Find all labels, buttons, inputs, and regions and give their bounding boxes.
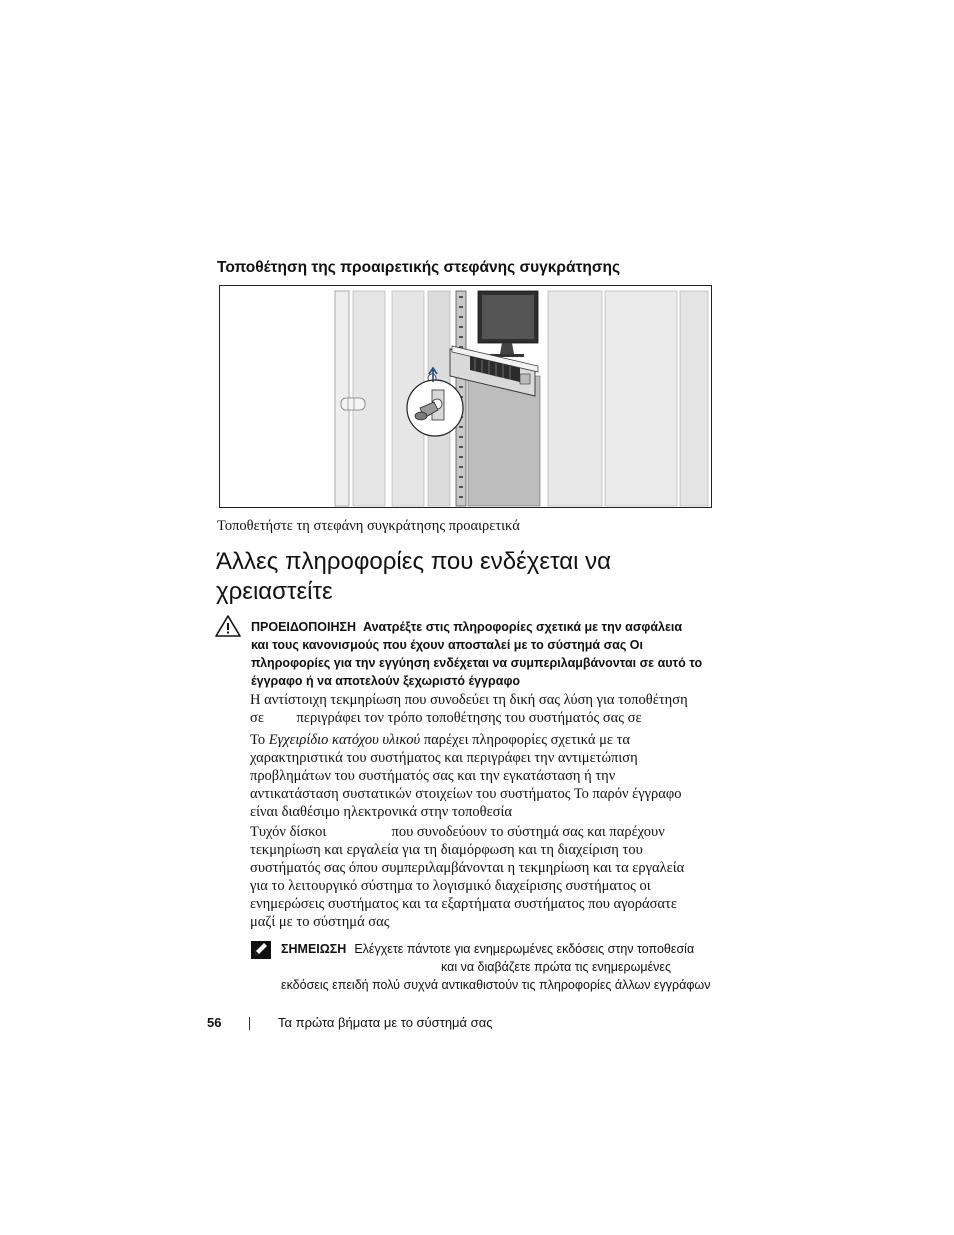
owners-manual-title: Εγχειρίδιο κατόχου υλικού: [268, 732, 421, 748]
rack-bezel-drawing: [220, 286, 711, 507]
paragraph-line: μαζί με το σύστημά σας: [250, 914, 390, 930]
warning-line-1-text: Ανατρέξτε στις πληροφορίες σχετικά με την ασφάλεια: [363, 620, 683, 634]
paragraph-line: χαρακτηριστικά του συστήματος και περιγράφει την αντιμετώπιση: [250, 750, 638, 766]
paragraph-owners-manual: [250, 731, 720, 821]
paragraph-line: αντικατάσταση συστατικών στοιχείων του συστήματος Το παρόν έγγραφο: [250, 786, 682, 802]
note-line-1: [281, 940, 731, 958]
warning-block: [251, 618, 721, 690]
bezel-installation-illustration: [219, 285, 712, 508]
paragraph-line: είναι διαθέσιμο ηλεκτρονικά στην τοποθεσία: [250, 804, 512, 820]
warning-label: ΠΡΟΕΙΔΟΠΟΙΗΣΗ: [251, 620, 357, 634]
footer-separator: [249, 1017, 250, 1030]
figure-caption: Τοποθετήστε τη στεφάνη συγκράτησης προαιρετικά: [217, 518, 520, 534]
paragraph-line: συστήματός σας όπου συμπεριλαμβάνονται η τεκμηρίωση και τα εργαλεία: [250, 860, 685, 876]
paragraph-rack-docs: [250, 691, 720, 727]
paragraph-media: [250, 823, 720, 931]
section-title: [216, 547, 736, 607]
paragraph-line: προβλημάτων του συστήματός σας και την εγκατάσταση ή την: [250, 768, 616, 784]
note-label: ΣΗΜΕΙΩΣΗ: [281, 942, 347, 956]
paragraph-line: [250, 731, 720, 749]
warning-line-2: και τους κανονισμούς που έχουν αποσταλεί με το σύστημά σας Οι: [251, 638, 643, 652]
page-number: 56: [207, 1015, 222, 1030]
section-title-line-2: χρειαστείτε: [216, 578, 333, 605]
warning-line-4: έγγραφο ή να αποτελούν ξεχωριστό έγγραφο: [251, 674, 521, 688]
note-line-2: και να διαβάζετε πρώτα τις ενημερωμένες: [441, 960, 671, 974]
note-block: [281, 940, 731, 994]
section-title-line-1: Άλλες πληροφορίες που ενδέχεται να: [216, 548, 611, 575]
paragraph-line: τεκμηρίωση και εργαλεία για τη διαμόρφωση και τη διαχείριση του: [250, 842, 643, 858]
note-pencil-icon: [250, 940, 272, 965]
warning-line-3: πληροφορίες για την εγγύηση ενδέχεται να συμπεριλαμβάνονται σε αυτό το: [251, 656, 703, 670]
paragraph-line: Τυχόν δίσκοι που συνοδεύουν το σύστημά σας και παρέχουν: [250, 824, 665, 840]
warning-icon: [214, 614, 242, 643]
paragraph-line: σε περιγράφει τον τρόπο τοποθέτησης του συστήματός σας σε: [250, 710, 642, 726]
paragraph-line: Η αντίστοιχη τεκμηρίωση που συνοδεύει τη δική σας λύση για τοποθέτηση: [250, 692, 688, 708]
warning-line-1: [251, 618, 721, 636]
note-line-3: εκδόσεις επειδή πολύ συχνά αντικαθιστούν τις πληροφορίες άλλων εγγράφων: [281, 978, 711, 992]
paragraph-line: για το λειτουργικό σύστημα το λογισμικό διαχείρισης συστήματος οι: [250, 878, 651, 894]
p2-prefix: Το: [250, 732, 269, 748]
note-line-1-text: Ελέγχετε πάντοτε για ενημερωμένες εκδόσεις στην τοποθεσία: [354, 942, 695, 956]
paragraph-line: ενημερώσεις συστήματος και τα εξαρτήματα συστήματος που αγοράσατε: [250, 896, 677, 912]
footer-title: Τα πρώτα βήματα με το σύστημά σας: [278, 1015, 493, 1030]
p2-line1-rest: παρέχει πληροφορίες σχετικά με τα: [420, 732, 631, 748]
figure-heading: Τοποθέτηση της προαιρετικής στεφάνης συγκράτησης: [217, 259, 621, 276]
